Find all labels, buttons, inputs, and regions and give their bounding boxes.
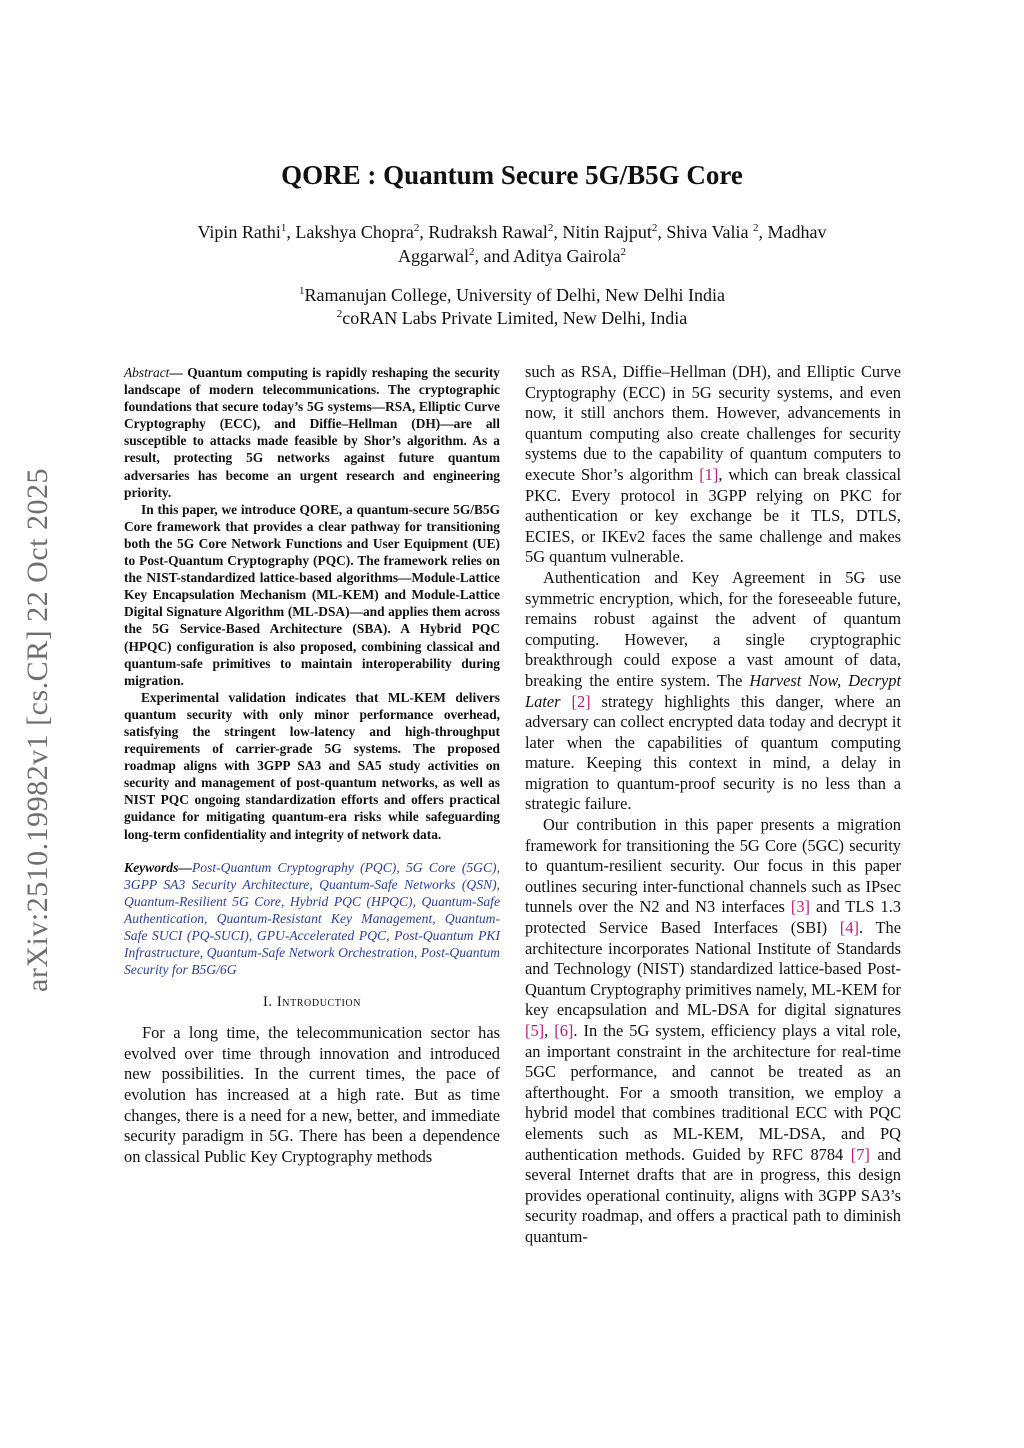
citation-link[interactable]: [5] bbox=[525, 1021, 545, 1040]
body-text: Our contribution in this paper presents a migration framework for transitioning the 5G Core (5GC) security to quantum-resilient security. Our focus in this paper outlines securing inter-functional channels such as IPsec tunnels over the N2 and N3 interfaces bbox=[525, 815, 901, 917]
body-text: strategy highlights this danger, where an adversary can collect encrypted data today and decrypt it later when the capabilities of quantum computing mature. Keeping this context in mind, a delay in migration to quantum-proof security is no less than a strategic failure. bbox=[525, 691, 901, 814]
affiliation-1 bbox=[0, 284, 1024, 307]
author: Aditya Gairola bbox=[513, 246, 621, 266]
author-affil-mark: 2 bbox=[413, 222, 420, 234]
citation-link[interactable]: [4] bbox=[839, 918, 859, 938]
body-text: , bbox=[544, 1021, 555, 1040]
introduction-body bbox=[124, 1023, 500, 1167]
author: Shiva Valia bbox=[666, 222, 749, 242]
body-text: and TLS 1.3 protected Service Based Interfaces (SBI) bbox=[525, 897, 901, 938]
citation-link[interactable]: [6] bbox=[554, 1021, 574, 1040]
author-affil-mark: 2 bbox=[620, 246, 626, 258]
body-text: . The architecture incorporates National Institute of Standards and Technology (NIST) standardized lattice-based Post-Quantum Cryptography primitives namely, ML-KEM for key encapsulation and ML-DSA for digital signatures bbox=[525, 918, 901, 1020]
arxiv-identifier: arXiv:2510.19982v1 [cs.CR] 22 Oct 2025 bbox=[21, 468, 55, 992]
author-affil-mark: 2 bbox=[753, 222, 759, 234]
citation-link[interactable]: [3] bbox=[790, 897, 811, 917]
body-paragraph bbox=[525, 815, 901, 1247]
author-affil-mark: 1 bbox=[280, 222, 287, 234]
keywords-list: Post-Quantum Cryptography (PQC), 5G Core (5GC), 3GPP SA3 Security Architecture, Quantum-Safe Networks (QSN), Quantum-Resilient 5G Core, Hybrid PQC (HPQC), Quantum-Safe Authentication, Quantum-Resistant Key Management, Quantum-Safe SUCI (PQ-SUCI), GPU-Accelerated PQC, Post-Quantum PKI Infrastructure, Quantum-Safe Network Orchestration, Post-Quantum Security for B5G/6G bbox=[124, 859, 500, 978]
author: Nitin Rajput bbox=[562, 222, 652, 242]
affiliation-text: Ramanujan College, University of Delhi, New Delhi India bbox=[304, 285, 725, 305]
paper-title: QORE : Quantum Secure 5G/B5G Core bbox=[281, 160, 743, 190]
abstract bbox=[124, 364, 500, 843]
affiliations bbox=[0, 284, 1024, 330]
body-text: , which can break classical PKC. Every protocol in 3GPP relying on PKC for authentication or key exchange be it TLS, DTLS, ECIES, or IKEv2 faces the same challenge and makes 5G quantum vulnerable. bbox=[525, 464, 901, 567]
introduction-body-continued bbox=[525, 362, 901, 1248]
body-text: such as RSA, Diffie–Hellman (DH), and Elliptic Curve Cryptography (ECC) in 5G security systems, and even now, it still anchors them. However, advancements in quantum computing also create challenges for security systems due to the capability of quantum computers to execute Shor’s algorithm bbox=[525, 362, 901, 484]
keywords-label: Keywords bbox=[124, 859, 179, 875]
body-text: . In the 5G system, efficiency plays a vital role, an important constraint in the architecture for real-time 5GC performance, and cannot be treated as an afterthought. For a smooth transition, we employ a hybrid model that combines traditional ECC with PQC elements such as ML-KEM, ML-DSA, and PQ authentication methods. Guided by RFC 8784 bbox=[525, 1021, 901, 1164]
author-affil-mark: 2 bbox=[469, 246, 475, 258]
abstract-paragraph: In this paper, we introduce QORE, a quantum-secure 5G/B5G Core framework that provides a clear pathway for transitioning both the 5G Core Network Functions and User Equipment (UE) to Post-Quantum Cryptography (PQC). The framework relies on the NIST-standardized lattice-based algorithms—Module-Lattice Key Encapsulation Mechanism (ML-KEM) and Module-Lattice Digital Signature Algorithm (ML-DSA)—and applies them across the 5G Service-Based Architecture (SBA). A Hybrid PQC (HPQC) configuration is also proposed, combining classical and quantum-safe primitives to maintain interoperability during migration. bbox=[124, 501, 500, 688]
body-paragraph bbox=[525, 568, 901, 815]
right-column bbox=[525, 362, 901, 1248]
body-paragraph: For a long time, the telecommunication sector has evolved over time through innovation and introduced new possibilities. In the current times, the pace of evolution has increased at a high rate. But as time changes, there is a need for a new, better, and immediate security paradigm in 5G. There has been a dependence on classical Public Key Cryptography methods bbox=[124, 1023, 500, 1166]
author-affil-mark: 2 bbox=[651, 222, 658, 234]
abstract-text: — Quantum computing is rapidly reshaping the security landscape of modern telecommunications. The cryptographic foundations that secure today’s 5G systems—RSA, Elliptic Curve Cryptography (ECC), and Diffie–Hellman (DH)—are all susceptible to attacks made feasible by Shor’s algorithm. As a result, protecting 5G networks against future quantum adversaries has become an urgent research and engineering priority. bbox=[124, 365, 500, 500]
author-affil-mark: 2 bbox=[547, 222, 554, 234]
affiliation-mark: 2 bbox=[336, 308, 343, 320]
body-text: and several Internet drafts that are in progress, this design provides operational continuity, aligns with 3GPP SA3’s security roadmap, and offers a practical path to diminish quantum- bbox=[525, 1144, 901, 1246]
left-column bbox=[124, 364, 500, 1167]
citation-link[interactable]: [7] bbox=[850, 1144, 870, 1164]
citation-link[interactable]: [2] bbox=[571, 691, 591, 711]
affiliation-2 bbox=[0, 307, 1024, 330]
affiliation-text: coRAN Labs Private Limited, New Delhi, India bbox=[342, 308, 688, 328]
emphasis-text: Harvest Now, Decrypt Later bbox=[525, 670, 901, 711]
body-text: Authentication and Key Agreement in 5G use symmetric encryption, which, for the foreseeable future, remains robust against the advent of quantum computing. However, a single cryptographic breakthrough could expose a vast amount of data, breaking the entire system. The bbox=[525, 567, 901, 690]
author: Madhav Aggarwal bbox=[398, 222, 827, 266]
body-paragraph bbox=[525, 362, 901, 568]
abstract-label: Abstract bbox=[124, 365, 170, 380]
author: Lakshya Chopra bbox=[295, 222, 414, 242]
affiliation-mark: 1 bbox=[299, 285, 305, 297]
keywords: Keywords—Post-Quantum Cryptography (PQC), 5G Core (5GC), 3GPP SA3 Security Architecture, Quantum-Safe Networks (QSN), Quantum-Resilient 5G Core, Hybrid PQC (HPQC), Quantum-Safe Authentication, Quantum-Resistant Key Management, Quantum-Safe SUCI (PQ-SUCI), GPU-Accelerated PQC, Post-Quantum PKI Infrastructure, Quantum-Safe Network Orchestration, Post-Quantum Security for B5G/6G bbox=[124, 859, 500, 978]
author: Vipin Rathi bbox=[197, 222, 281, 242]
citation-link[interactable]: [1] bbox=[699, 464, 719, 484]
abstract-paragraph bbox=[124, 364, 500, 501]
section-heading-introduction: I. Introduction bbox=[262, 994, 362, 1011]
author: Rudraksh Rawal bbox=[428, 222, 548, 242]
author-list: Vipin Rathi$^1$, Lakshya Chopra$^2$, Rudraksh Rawal$^2$, Nitin Rajput$^2$, Shiva Valia $^2$, Madhav Aggarwal$^2$, and Aditya Gairola$^2$ bbox=[197, 222, 827, 266]
abstract-paragraph: Experimental validation indicates that ML-KEM delivers quantum security with only minor performance overhead, satisfying the stringent low-latency and high-throughput requirements of carrier-grade 5G systems. The proposed roadmap aligns with 3GPP SA3 and SA5 study activities on security and management of post-quantum networks, as well as NIST PQC ongoing standardization efforts and offers practical guidance for mitigating quantum-era risks while safeguarding long-term confidentiality and integrity of network data. bbox=[124, 689, 500, 842]
arxiv-sidebar bbox=[8, 430, 68, 1030]
